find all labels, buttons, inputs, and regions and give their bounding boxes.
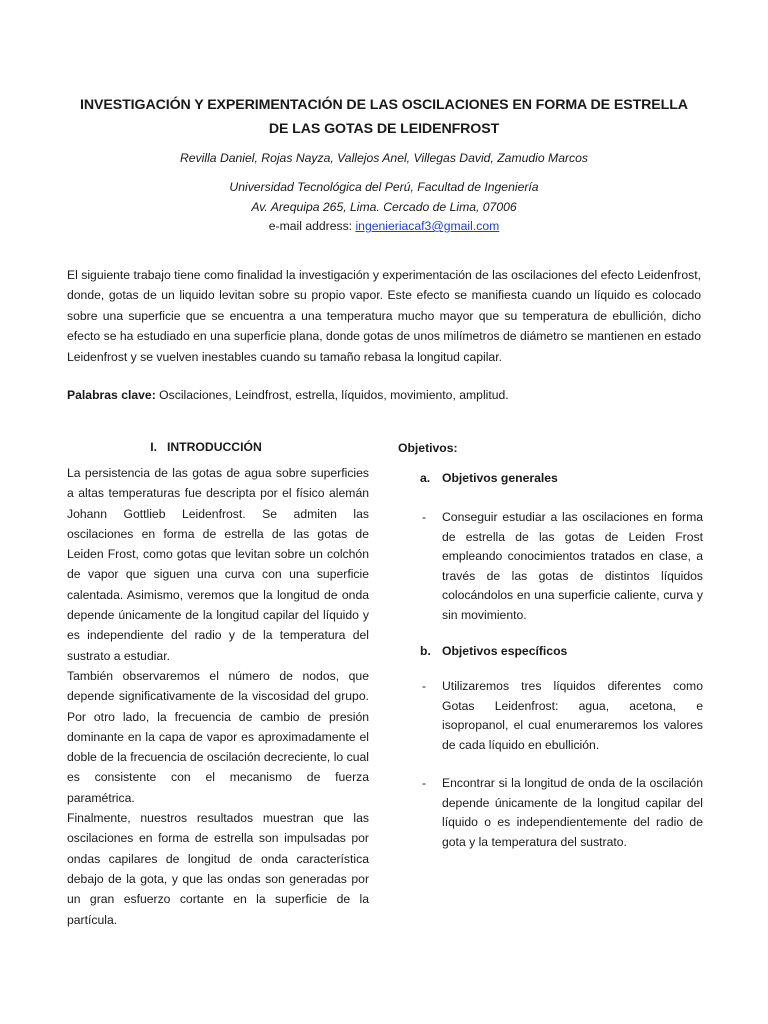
specific-objective-item bbox=[398, 677, 703, 755]
keywords bbox=[67, 386, 701, 404]
objectives-section bbox=[398, 438, 703, 852]
section-title: INTRODUCCIÓN bbox=[166, 440, 262, 454]
email-link[interactable]: ingenieriacaf3@gmail.com bbox=[355, 219, 500, 233]
intro-paragraph-1: La persistencia de las gotas de agua sobre superficies a altas temperaturas fue descripta por el físico alemán Johann Gottlieb Leidenfrost. Se admiten las oscilaciones en forma de estrella de las gotas de Leiden Frost, como gotas que levitan sobre un colchón de vapor que siguen una curva con una superficie calentada. Asimismo, veremos que la longitud de onda depende únicamente de la longitud capilar del líquido y es independiente del radio y de la temperatura del sustrato a estudiar. bbox=[67, 466, 369, 663]
intro-paragraph-3: Finalmente, nuestros resultados muestran que las oscilaciones en forma de estrella son impulsadas por ondas capilares de longitud de onda característica debajo de la gota, y que las ondas son generadas por un gran esfuerzo cortante en la superficie de la partícula. bbox=[67, 811, 369, 927]
general-objective-item bbox=[398, 508, 703, 625]
email-line bbox=[60, 217, 708, 235]
authors: Revilla Daniel, Rojas Nayza, Vallejos Anel, Villegas David, Zamudio Marcos bbox=[179, 151, 588, 165]
specific-objectives-title: Objetivos específicos bbox=[442, 644, 568, 658]
affiliation-line-2: Av. Arequipa 265, Lima. Cercado de Lima, 07006 bbox=[251, 200, 517, 214]
specific-objectives-heading bbox=[398, 641, 703, 661]
list-letter: b. bbox=[420, 644, 431, 658]
affiliation bbox=[60, 177, 708, 217]
general-objectives-title: Objetivos generales bbox=[442, 471, 558, 485]
email-label: e-mail address: bbox=[268, 219, 356, 233]
paper-title bbox=[60, 93, 708, 141]
specific-objective-text-2: Encontrar si la longitud de onda de la oscilación depende únicamente de la longitud capilar del líquido o es independientemente del radio de gota y la temperatura del sustrato. bbox=[442, 776, 703, 849]
objectives-title: Objetivos: bbox=[398, 441, 458, 455]
introduction-section bbox=[67, 437, 369, 930]
specific-objective-item bbox=[398, 774, 703, 852]
introduction-heading bbox=[67, 437, 369, 457]
keywords-list: Oscilaciones, Leindfrost, estrella, líquidos, movimiento, amplitud. bbox=[159, 388, 509, 402]
section-number: I. bbox=[150, 440, 157, 454]
abstract: El siguiente trabajo tiene como finalidad la investigación y experimentación de las oscilaciones del efecto Leidenfrost, donde, gotas de un liquido levitan sobre su propio vapor. Este efecto se manifiesta cuando un líquido es colocado sobre una superficie que se encuentra a una temperatura mucho mayor que su temperatura de ebullición, dicho efecto se ha estudiado en una superficie plana, donde gotas de unos milímetros de diámetro se mantienen en estado Leidenfrost y se vuelven inestables cuando su tamaño rebasa la longitud capilar. bbox=[67, 268, 701, 364]
bullet-dash: - bbox=[422, 776, 427, 790]
bullet-dash: - bbox=[422, 679, 427, 693]
keywords-label: Palabras clave: bbox=[67, 388, 160, 402]
list-letter: a. bbox=[420, 471, 431, 485]
title-line-2: DE LAS GOTAS DE LEIDENFROST bbox=[268, 121, 500, 137]
bullet-dash: - bbox=[422, 510, 427, 524]
intro-paragraph-2: También observaremos el número de nodos, que depende significativamente de la viscosidad del grupo. Por otro lado, la frecuencia de cambio de presión dominante en la capa de vapor es aproximadamente el doble de la frecuencia de oscilación decreciente, lo cual es consistente con el mecanismo de fuerza paramétrica. bbox=[67, 668, 369, 805]
general-objective-text: Conseguir estudiar a las oscilaciones en forma de estrella de las gotas de Leiden Frost empleando conocimientos tratados en clase, a través de las gotas de distintos líquidos colocándolos en una superficie caliente, curva y sin movimiento. bbox=[442, 510, 703, 622]
specific-objective-text-1: Utilizaremos tres líquidos diferentes como Gotas Leidenfrost: agua, acetona, e isopropanol, el cual enumeraremos los valores de cada líquido en ebullición. bbox=[442, 679, 703, 752]
title-line-1: INVESTIGACIÓN Y EXPERIMENTACIÓN DE LAS OSCILACIONES EN FORMA DE ESTRELLA bbox=[80, 97, 688, 113]
affiliation-line-1: Universidad Tecnológica del Perú, Facultad de Ingeniería bbox=[229, 180, 539, 194]
general-objectives-heading bbox=[398, 468, 703, 488]
